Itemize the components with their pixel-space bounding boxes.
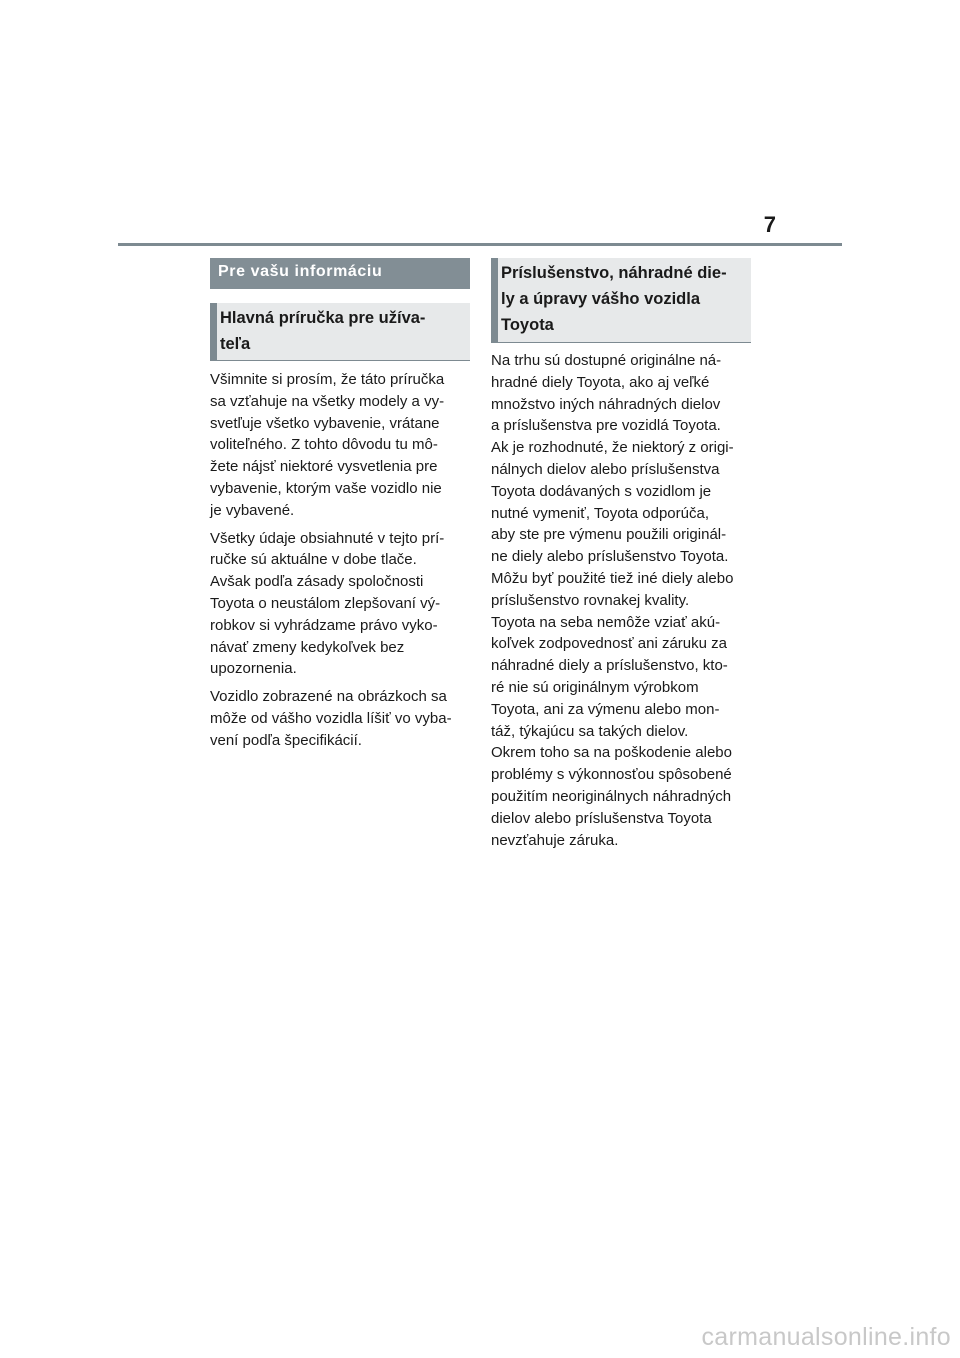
subheading-text: Príslušenstvo, náhradné die- ly a úpravy vášho vozidla Toyota <box>501 264 727 334</box>
left-column <box>210 258 470 752</box>
watermark[interactable]: carmanualsonline.info <box>701 1323 951 1351</box>
paragraph: Všetky údaje obsiahnuté v tejto prí- ručke sú aktuálne v dobe tlače. Avšak podľa zásady spoločnosti Toyota o neustálom zlepšovaní vý- robkov si vyhrádzame právo vyko- návať zmeny kedykoľvek bez upozornenia. <box>210 529 445 678</box>
subheading-text: Hlavná príručka pre užíva- teľa <box>220 309 426 353</box>
page-number: 7 <box>763 212 776 237</box>
subheading-accessories <box>491 258 751 343</box>
subheading-owners-manual <box>210 303 470 361</box>
paragraph: Na trhu sú dostupné originálne ná- hradné diely Toyota, ako aj veľké množstvo iných náhradných dielov a príslušenstva pre vozidlá Toyota. Ak je rozhodnuté, že niektorý z origi- nálnych dielov alebo príslušenstva Toyota dodávaných s vozidlom je nutné vymeniť, Toyota odporúča, aby ste pre výmenu použili originál- ne diely alebo príslušenstvo Toyota. Môžu byť použité tiež iné diely alebo príslušenstvo rovnakej kvality. Toyota na seba nemôže vziať akú- koľvek zodpovednosť ani záruku za náhradné diely a príslušenstvo, kto- ré nie sú originálnym výrobkom Toyota, ani za výmenu alebo mon- táž, týkajúcu sa takých dielov. Okrem toho sa na poškodenie alebo problémy s výkonnosťou spôsobené použitím neoriginálnych náhradných dielov alebo príslušenstva Toyota nevzťahuje záruka. <box>491 352 734 849</box>
header-rule <box>118 243 842 246</box>
section-title: Pre vašu informáciu <box>210 258 470 289</box>
paragraph: Všimnite si prosím, že táto príručka sa vzťahuje na všetky modely a vy- svetľuje všetko vybavenie, vrátane voliteľného. Z tohto dôvodu tu mô- žete nájsť niektoré vysvetlenia pre vybavenie, ktorým vaše vozidlo nie je vybavené. <box>210 371 445 519</box>
paragraph: Vozidlo zobrazené na obrázkoch sa môže od vášho vozidla líšiť vo vyba- vení podľa špecifikácií. <box>210 688 452 749</box>
right-column <box>491 258 751 851</box>
